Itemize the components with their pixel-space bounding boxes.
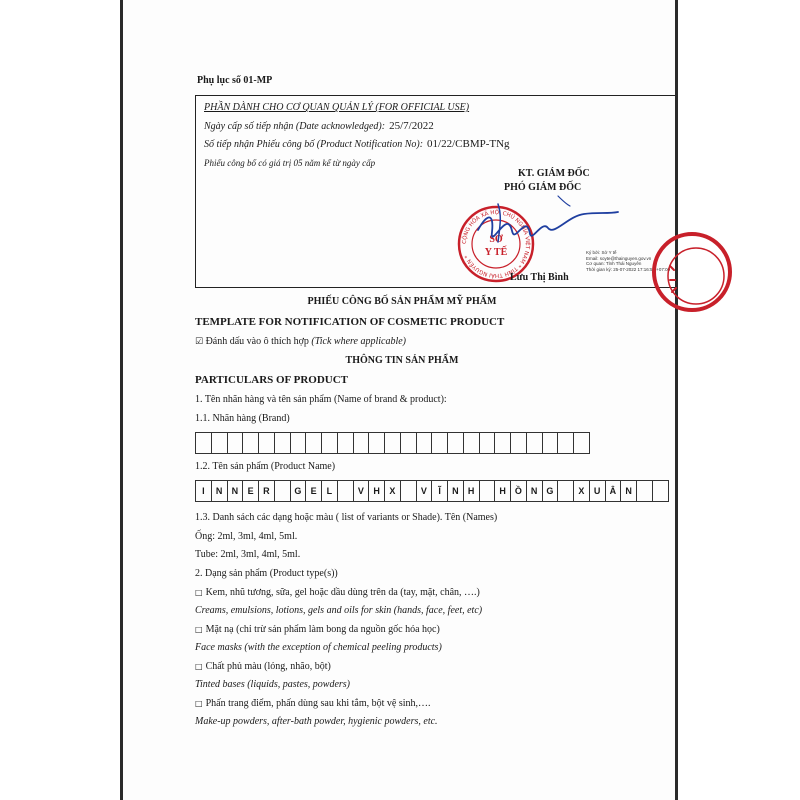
product-name-cell: N <box>526 480 543 502</box>
product-name-cell: E <box>305 480 322 502</box>
brand-cell <box>479 432 496 454</box>
product-name-cell: X <box>573 480 590 502</box>
brand-cell <box>353 432 370 454</box>
product-name-label: 1.2. Tên sản phẩm (Product Name) <box>195 461 336 472</box>
checkbox-icon: □ <box>195 699 203 708</box>
product-name-cell: R <box>258 480 275 502</box>
checked-box-icon: ☑ <box>195 337 204 347</box>
tick-note-text-en: (Tick where applicable) <box>311 336 407 347</box>
product-type-vi: Kem, nhũ tương, sữa, gel hoặc dầu dùng trên da (tay, mặt, chân, ….) <box>205 587 480 598</box>
signer-title-1: KT. GIÁM ĐỐC <box>518 168 590 179</box>
product-name-cell <box>652 480 669 502</box>
tick-note <box>195 336 406 347</box>
validity-note: Phiếu công bố có giá trị 05 năm kể từ ngày cấp <box>204 158 376 168</box>
brand-cell <box>274 432 291 454</box>
product-name-cell: L <box>321 480 338 502</box>
form-title-en: TEMPLATE FOR NOTIFICATION OF COSMETIC PRODUCT <box>195 316 505 328</box>
product-name-cell: U <box>589 480 606 502</box>
brand-cell <box>195 432 212 454</box>
product-type-vi: Phấn trang điểm, phấn dùng sau khi tắm, bột vệ sinh,…. <box>205 698 431 709</box>
brand-cell <box>431 432 448 454</box>
product-name-cell: Ĩ <box>431 480 448 502</box>
product-name-cell: Ồ <box>510 480 527 502</box>
brand-cell <box>463 432 480 454</box>
brand-cell <box>258 432 275 454</box>
stamp-center-text-2: Y TẾ <box>484 247 508 258</box>
product-name-cell: V <box>416 480 433 502</box>
digital-signature-line: Cơ quan: Tỉnh Thái Nguyên <box>586 261 642 266</box>
brand-label: 1.1. Nhãn hàng (Brand) <box>195 413 290 424</box>
product-name-grid <box>195 480 668 502</box>
product-name-cell: G <box>290 480 307 502</box>
brand-cell <box>305 432 322 454</box>
product-type-en: Face masks (with the exception of chemical peeling products) <box>195 642 442 653</box>
digital-signature-line: Ký bởi: Sở Y tế <box>586 250 617 255</box>
product-name-cell: N <box>447 480 464 502</box>
brand-cell <box>526 432 543 454</box>
signer-name: Lưu Thị Bình <box>510 272 569 283</box>
product-name-cell: Â <box>605 480 622 502</box>
product-name-cell: E <box>242 480 259 502</box>
section-title-vi: THÔNG TIN SẢN PHẨM <box>345 355 459 366</box>
brand-cell <box>400 432 417 454</box>
brand-cell <box>321 432 338 454</box>
product-name-cell: N <box>620 480 637 502</box>
brand-cell <box>447 432 464 454</box>
checkbox-icon: □ <box>195 662 203 671</box>
product-type-en: Make-up powders, after-bath powder, hygienic powders, etc. <box>195 716 438 727</box>
brand-cell <box>557 432 574 454</box>
product-name-cell: N <box>211 480 228 502</box>
product-name-cell <box>636 480 653 502</box>
brand-cell <box>384 432 401 454</box>
document-page <box>120 0 678 800</box>
brand-cell <box>337 432 354 454</box>
product-type-option <box>195 624 440 635</box>
section-title-en: PARTICULARS OF PRODUCT <box>195 374 349 386</box>
signer-title-2: PHÓ GIÁM ĐỐC <box>504 182 582 193</box>
brand-cell <box>510 432 527 454</box>
product-type-en: Creams, emulsions, lotions, gels and oils for skin (hands, face, feet, etc) <box>195 605 483 616</box>
product-name-cell: G <box>542 480 559 502</box>
brand-cell <box>368 432 385 454</box>
digital-signature-line: Email: soyte@thainguyen.gov.vn <box>586 255 652 261</box>
annex-label: Phụ lục số 01-MP <box>197 75 273 86</box>
product-name-cell: X <box>384 480 401 502</box>
item-1-heading: 1. Tên nhãn hàng và tên sản phẩm (Name of brand & product): <box>195 394 447 405</box>
variants-heading: 1.3. Danh sách các dạng hoặc màu ( list of variants or Shade). Tên (Names) <box>195 512 498 523</box>
product-type-option <box>195 698 431 709</box>
product-name-cell <box>479 480 496 502</box>
brand-cell <box>242 432 259 454</box>
brand-cell <box>227 432 244 454</box>
variant-ong: Ống: 2ml, 3ml, 4ml, 5ml. <box>195 531 298 542</box>
product-type-heading: 2. Dạng sản phẩm (Product type(s)) <box>195 568 338 579</box>
product-name-cell: V <box>353 480 370 502</box>
brand-grid <box>195 432 589 454</box>
product-name-cell <box>557 480 574 502</box>
product-name-cell: N <box>227 480 244 502</box>
brand-cell <box>573 432 590 454</box>
digital-signature-line: Thời gian ký: 25-07-2022 17:16:53 +07:00 <box>586 266 671 272</box>
date-acknowledged-label: Ngày cấp số tiếp nhận (Date acknowledged): <box>204 121 386 132</box>
brand-cell <box>542 432 559 454</box>
brand-cell <box>416 432 433 454</box>
product-type-option <box>195 661 331 672</box>
product-name-cell <box>337 480 354 502</box>
date-acknowledged-row <box>204 120 434 132</box>
product-type-option <box>195 587 480 598</box>
edge-stamp-fragment <box>652 232 732 312</box>
product-name-cell: H <box>368 480 385 502</box>
official-use-title: PHẦN DÀNH CHO CƠ QUAN QUẢN LÝ (FOR OFFICIAL USE) <box>204 102 470 113</box>
product-name-cell <box>274 480 291 502</box>
form-title-vi: PHIẾU CÔNG BỐ SẢN PHẨM MỸ PHẨM <box>307 296 497 307</box>
checkbox-icon: □ <box>195 588 203 597</box>
stamp-center-text-1: SỞ <box>489 234 503 245</box>
product-type-vi: Chất phủ màu (lỏng, nhão, bột) <box>205 661 331 672</box>
notification-number-value: 01/22/CBMP-TNg <box>427 138 510 150</box>
notification-number-label: Số tiếp nhận Phiếu công bố (Product Notification No): <box>204 139 424 150</box>
product-name-cell: H <box>463 480 480 502</box>
product-type-vi: Mặt nạ (chỉ trừ sản phẩm làm bong da nguồn gốc hóa học) <box>205 624 440 635</box>
product-type-en: Tinted bases (liquids, pastes, powders) <box>195 679 351 690</box>
brand-cell <box>211 432 228 454</box>
stamp-ring-text: CỘNG HÒA XÃ HỘI CHỦ NGHĨA VIỆT NAM * TỈNH THÁI NGUYÊN * <box>461 209 531 279</box>
product-name-cell: H <box>494 480 511 502</box>
tick-note-text: Đánh dấu vào ô thích hợp <box>205 336 309 347</box>
date-acknowledged-value: 25/7/2022 <box>389 120 434 132</box>
official-use-box <box>195 95 678 288</box>
brand-cell <box>494 432 511 454</box>
notification-number-row <box>204 138 510 150</box>
checkbox-icon: □ <box>195 625 203 634</box>
brand-cell <box>290 432 307 454</box>
product-name-cell <box>400 480 417 502</box>
variant-tube: Tube: 2ml, 3ml, 4ml, 5ml. <box>195 549 301 560</box>
product-name-cell: I <box>195 480 212 502</box>
